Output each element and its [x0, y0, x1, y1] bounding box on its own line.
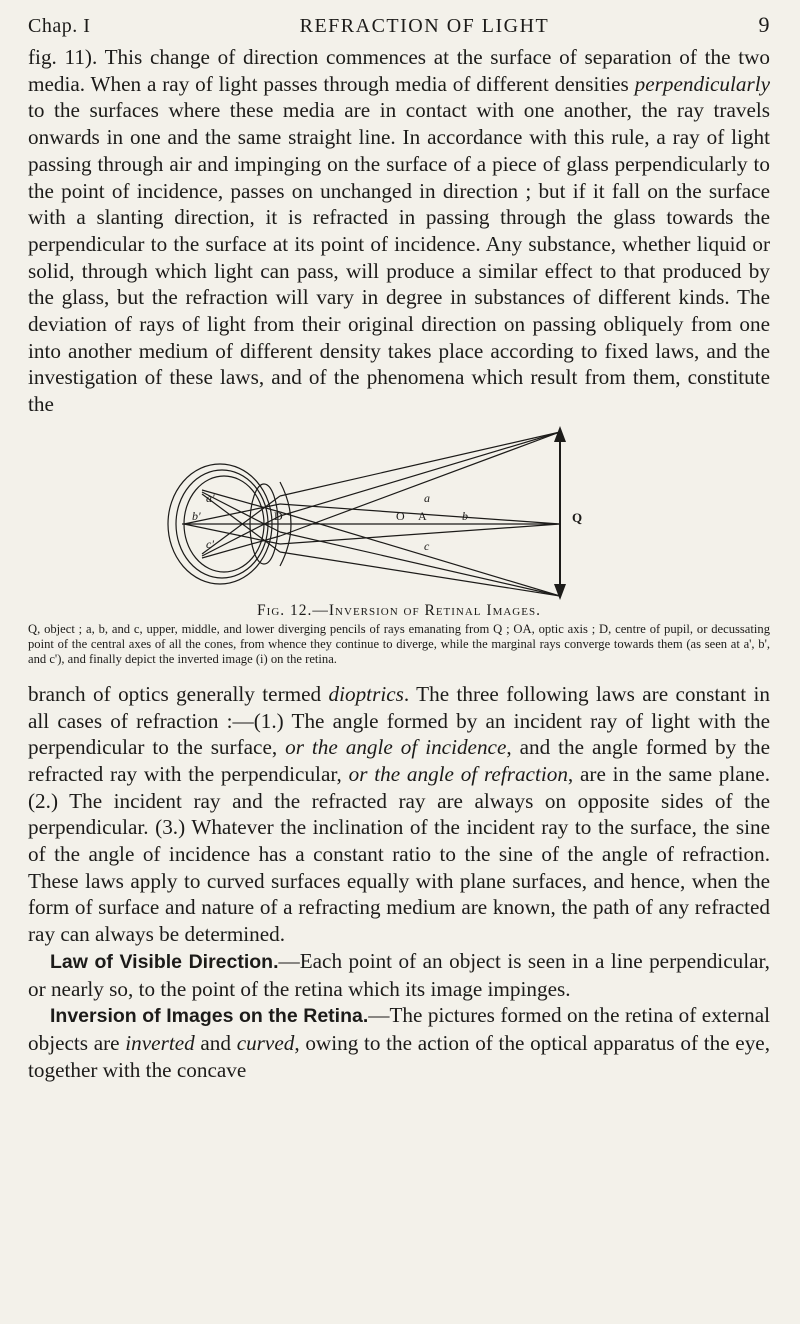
- paragraph-text: and: [194, 1030, 237, 1055]
- paragraph-text: —Each point of an object is seen in a line perpendicular, or nearly so, to the point of the retina which its image impinges.: [28, 948, 770, 1001]
- emphasis-angle-of-refraction: or the angle of refraction: [348, 761, 568, 786]
- paragraph-text: , and the angle formed by the refracted ray with the perpendicular,: [28, 735, 770, 786]
- emphasis-inverted: inverted: [125, 1030, 195, 1055]
- section-heading: Inversion of Images on the Retina.: [50, 1005, 369, 1028]
- label-axis-a: A: [418, 508, 427, 523]
- paragraph-text: branch of optics generally termed: [28, 681, 329, 706]
- label-c: c: [424, 538, 430, 553]
- retinal-inversion-diagram: [162, 424, 682, 602]
- paragraph-text: , owing to the action of the optical apparatus of the eye, together with the concave: [28, 1030, 770, 1082]
- figure-legend: Q, object ; a, b, and c, upper, middle, and lower diverging pencils of rays emanating from Q ; OA, optic axis ; D, centre of pupil, or decussating point of the central axes of all the cones, from whence they continue to diverge, while the marginal rays converge towards them (as seen at a', b', and c'), and finally depict the inverted image (i) on the retina.: [28, 621, 770, 666]
- label-o: O: [396, 508, 405, 523]
- chapter-label: Chap. I: [28, 15, 91, 37]
- object-arrow-tail: [554, 584, 566, 600]
- paragraph-text: , are in the same plane. (2.) The incident ray and the refracted ray are always on opposite sides of the perpendicular. (3.) Whatever the inclination of the incident ray to the surface, the sine of the angle of incidence has a constant ratio to the sine of the angle of refraction. These laws apply to curved surfaces equally with plane surfaces, and hence, when the form of surface and nature of a refracting medium are known, the path of any refracted ray can always be determined.: [28, 761, 770, 947]
- paragraph-refraction-intro: [28, 44, 770, 418]
- ray-a-upper: [280, 432, 560, 496]
- label-b-prime: b': [192, 508, 201, 523]
- label-q: Q: [572, 509, 583, 525]
- label-b: b: [462, 508, 468, 523]
- label-c-prime: c': [206, 536, 214, 551]
- ray-a-mid: [280, 432, 560, 516]
- label-a: a: [424, 490, 430, 505]
- section-inversion-of-images: [28, 1002, 770, 1083]
- section-visible-direction: [28, 948, 770, 1002]
- figure-caption: Fig. 12.—Inversion of Retinal Images.: [257, 601, 541, 619]
- emphasis-dioptrics: dioptrics: [328, 681, 404, 706]
- paragraph-text: . The three following laws are constant in all cases of refraction :—(1.) The angle formed by an incident ray of light with the perpendicular to the surface,: [28, 681, 770, 760]
- label-a-prime: a': [206, 490, 215, 505]
- ray-c-lower: [280, 552, 560, 596]
- emphasis-perpendicularly: perpendicularly: [634, 71, 770, 96]
- ray-c-mid: [280, 532, 560, 596]
- running-head: [28, 0, 770, 44]
- emphasis-angle-of-incidence: or the angle of incidence: [285, 735, 507, 760]
- label-d: D: [274, 508, 283, 523]
- figure-12: [28, 424, 770, 602]
- running-title: REFRACTION OF LIGHT: [299, 15, 550, 37]
- paragraph-text: —The pictures formed on the retina of external objects are: [28, 1003, 770, 1055]
- paragraph-text: to the surfaces where these media are in contact with one another, the ray travels onwards in one and the same straight line. In accordance with this rule, a ray of light passing through air and impinging on the surface of a piece of glass perpendicularly to the point of incidence, passes on unchanged in direction ; but if it fall on the surface with a slanting direction, it is refracted in passing through the glass towards the perpendicular to the surface at its point of incidence. Any substance, whether liquid or solid, through which light can pass, will produce a similar effect to that produced by the glass, but the refraction will vary in degree in substances of different kinds. The deviation of rays of light from their original direction on passing obliquely from one into another medium of different density takes place according to fixed laws, and the investigation of these laws, and of the phenomena which result from them, constitute the: [28, 98, 770, 417]
- paragraph-laws-of-refraction: [28, 681, 770, 948]
- section-heading: Law of Visible Direction.: [50, 950, 279, 973]
- paragraph-text: fig. 11). This change of direction commences at the surface of separation of the two media. When a ray of light passes through media of different densities: [28, 45, 770, 96]
- page-number: 9: [758, 12, 770, 37]
- emphasis-curved: curved: [236, 1030, 295, 1055]
